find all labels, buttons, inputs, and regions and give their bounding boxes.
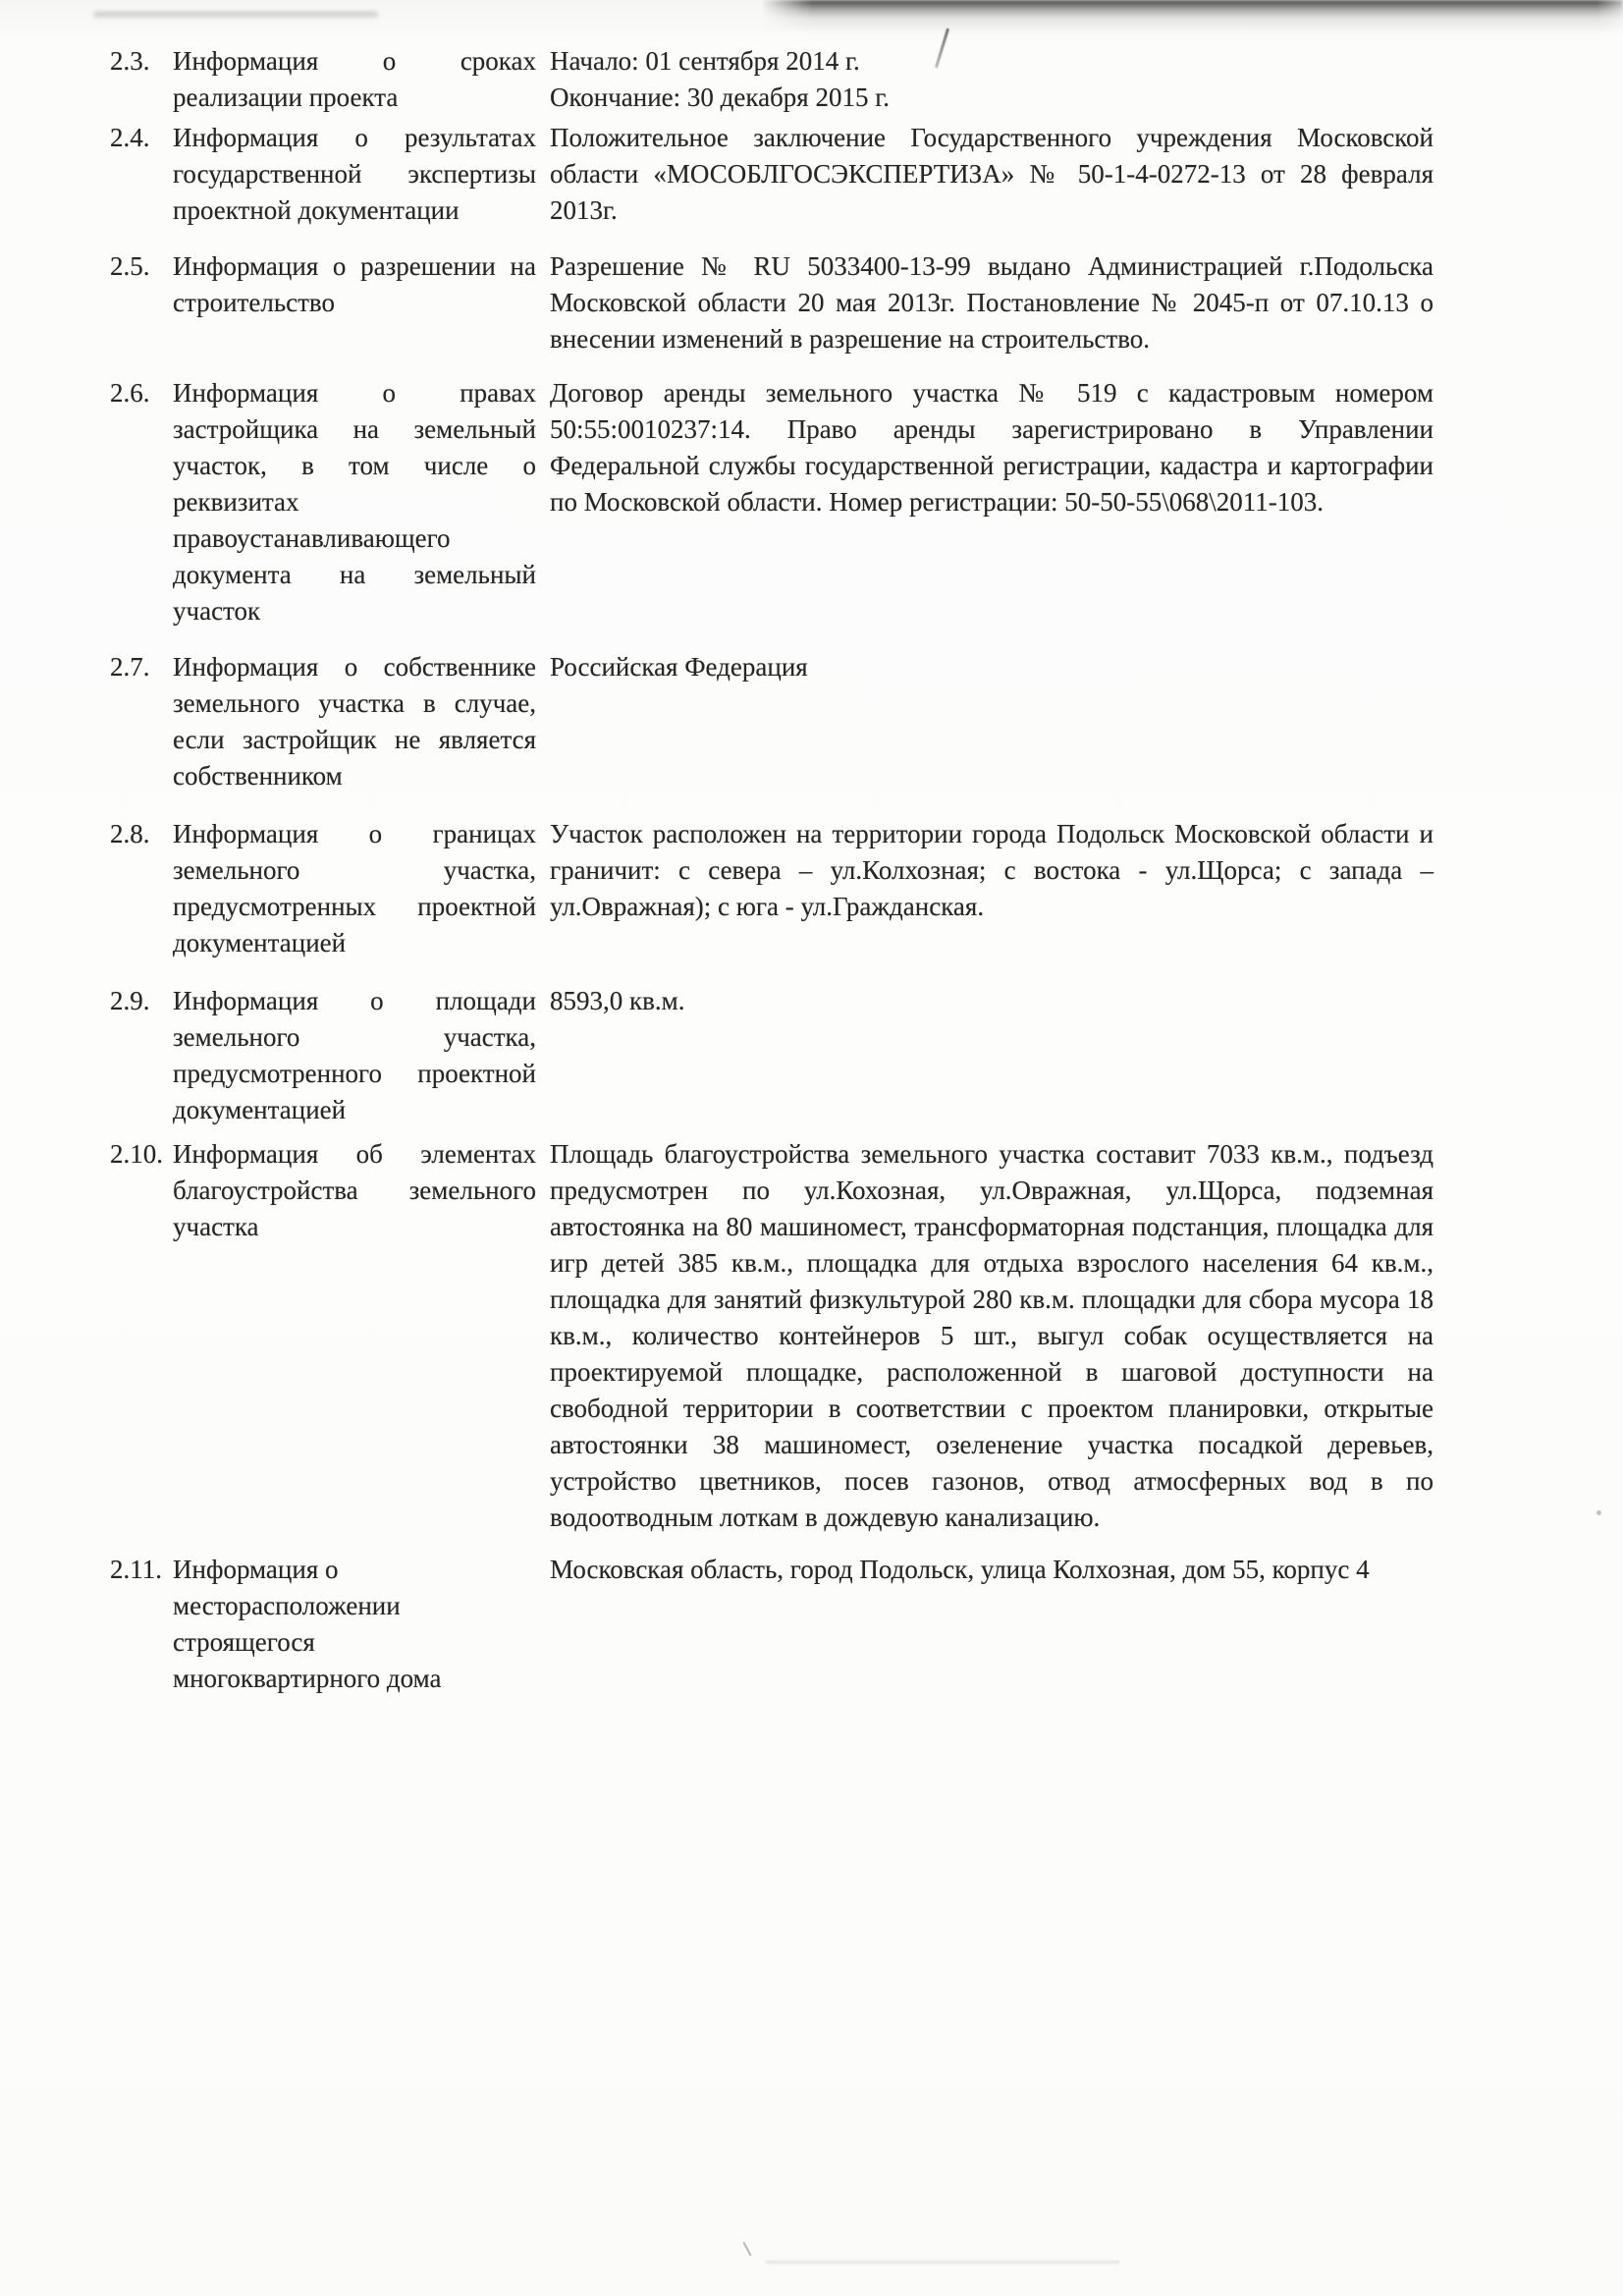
item-number: 2.4. [110,123,150,152]
item-label: Информация о месторасположении строящегося многоквартирного дома [173,1555,442,1693]
item-number: 2.5. [110,251,150,281]
item-value: Положительное заключение Государственного учреждения Московской области «МОСОБЛГОСЭКСПЕРТИЗА» № 50-1-4-0272-13 от 28 февраля 2013г. [550,123,1434,225]
value-line-end-date: Окончание: 30 декабря 2015 г. [550,82,890,112]
item-value: Российская Федерация [550,652,808,682]
item-value: Московская область, город Подольск, улица Колхозная, дом 55, корпус 4 [550,1555,1370,1584]
item-label: Информация о результатах государственной экспертизы проектной документации [173,123,536,225]
table-row-2-5 [110,248,1623,357]
item-number: 2.3. [110,46,150,76]
table-row-2-10 [110,1136,1623,1536]
table-row-2-4 [110,120,1623,229]
table-row-2-9 [110,983,1623,1128]
scan-streak-bottom-edge [766,2261,1119,2264]
item-number: 2.6. [110,378,150,408]
item-label: Информация о разрешении на строительство [173,251,536,317]
item-value: Участок расположен на территории города Подольск Московской области и граничит: с севера – ул.Колхозная; с востока - ул.Щорса; с запада – ул.Овражная); с юга - ул.Гражданская. [550,819,1434,921]
item-label: Информация о границах земельного участка, предусмотренных проектной документацией [173,819,536,957]
scan-speck-bottom [742,2241,751,2256]
scan-shadow-top-edge [761,0,1623,33]
table-row-2-3 [110,43,1623,116]
item-label: Информация об элементах благоустройства земельного участка [173,1139,536,1241]
table-row-2-8 [110,816,1623,961]
table-row-2-11 [110,1552,1623,1697]
value-line-start-date: Начало: 01 сентября 2014 г. [550,46,860,76]
item-number: 2.11. [110,1555,162,1584]
item-number: 2.8. [110,819,150,848]
item-value: 8593,0 кв.м. [550,986,685,1015]
item-label: Информация о правах застройщика на земельный участок, в том числе о реквизитах правоустанавливающего документа на земельный участок [173,378,536,626]
item-value: Площадь благоустройства земельного участка составит 7033 кв.м., подъезд предусмотрен по ул.Кохозная, ул.Овражная, ул.Щорса, подземная автостоянка на 80 машиномест, трансформаторная подстанция, площадка для игр детей 385 кв.м., площадка для отдыха взрослого населения 64 кв.м., площадка для занятий физкультурой 280 кв.м. площадки для сбора мусора 18 кв.м., количество контейнеров 5 шт., выгул собак осуществляется на проектируемой площадке, расположенной в шаговой доступности на свободной территории в соответствии с проектом планировки, открытые автостоянки 38 машиномест, озеленение участка посадкой деревьев, устройство цветников, посев газонов, отвод атмосферных вод в по водоотводным лоткам в дождевую канализацию. [550,1139,1434,1532]
scan-smudge-top-left [93,12,378,19]
item-number: 2.7. [110,652,150,682]
item-value: Разрешение № RU 5033400-13-99 выдано Администрацией г.Подольска Московской области 20 мая 2013г. Постановление № 2045-п от 07.10.13 о внесении изменений в разрешение на строительство. [550,251,1434,354]
declaration-table [0,43,1623,1697]
table-row-2-6 [110,375,1623,629]
item-label: Информация о собственнике земельного участка в случае, если застройщик не является собственником [173,652,536,791]
item-number: 2.9. [110,986,150,1015]
item-label: Информация о площади земельного участка, предусмотренного проектной документацией [173,986,536,1124]
item-value [550,43,1434,116]
item-number: 2.10. [110,1139,163,1169]
item-label: Информация о сроках реализации проекта [173,46,536,112]
table-row-2-7 [110,649,1623,794]
item-value: Договор аренды земельного участка № 519 с кадастровым номером 50:55:0010237:14. Право аренды зарегистрировано в Управлении Федеральной службы государственной регистрации, кадастра и картографии по Московской области. Номер регистрации: 50-50-55\068\2011-103. [550,378,1434,517]
